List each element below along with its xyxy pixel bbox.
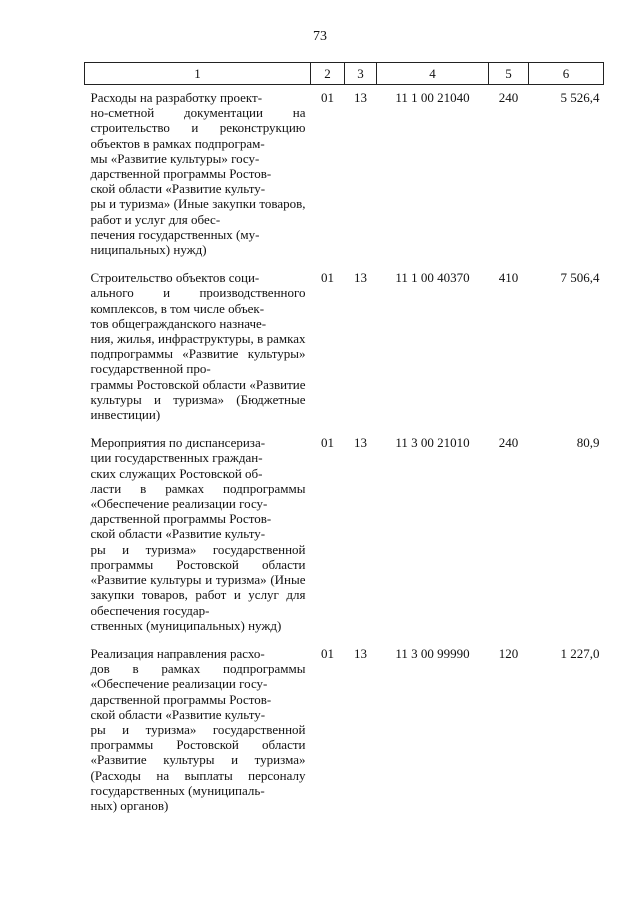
row-expense-type: 120 <box>498 645 519 661</box>
row-amount: 1 227,0 <box>560 645 600 661</box>
row-amount: 7 506,4 <box>560 270 600 286</box>
row-target-article: 11 1 00 40370 <box>395 270 470 286</box>
row-target-article: 11 3 00 21010 <box>395 435 470 451</box>
row-target-article: 11 1 00 21040 <box>395 90 470 105</box>
row-expense-type: 240 <box>498 90 519 105</box>
row-section: 01 <box>321 270 334 286</box>
header-col-6: 6 <box>529 63 604 85</box>
table-row <box>85 430 604 641</box>
header-col-4: 4 <box>377 63 489 85</box>
row-section: 01 <box>321 90 334 105</box>
budget-table <box>84 62 604 821</box>
row-subsection: 13 <box>354 90 367 105</box>
row-amount: 5 526,4 <box>560 90 600 105</box>
row-description: Строительство объектов соци- ального и производственного комплексов, в том числе объек- тов общегражданского назначе- ния, жилья, инфраструктуры, в рамках подпрограммы «Развитие культуры» государственной про- граммы Ростовской области «Развитие культуры и туризма» (Бюджетные инвестиции) <box>90 270 306 423</box>
table-body <box>85 85 604 822</box>
table-row <box>85 265 604 430</box>
row-section: 01 <box>321 435 334 451</box>
row-target-article: 11 3 00 99990 <box>395 645 470 661</box>
header-col-1: 1 <box>85 63 311 85</box>
row-description: Мероприятия по диспансериза- ции государственных граждан- ских служащих Ростовской об- ласти в рамках подпрограммы «Обеспечение реализации госу- дарственной программы Ростов- ской области «Развитие культу- ры и туризма» государственной программы Ростовской области «Развитие культуры и туризма» (Иные закупки товаров, работ и услуг для обеспечения государ- ственных (муниципальных) нужд) <box>90 435 306 633</box>
row-subsection: 13 <box>354 435 367 451</box>
table-header <box>85 63 604 85</box>
header-row <box>85 63 604 85</box>
row-subsection: 13 <box>354 270 367 286</box>
table-row <box>85 641 604 821</box>
header-col-5: 5 <box>489 63 529 85</box>
row-subsection: 13 <box>354 645 367 661</box>
row-amount: 80,9 <box>576 435 600 451</box>
row-expense-type: 410 <box>498 270 519 286</box>
page-number: 73 <box>313 29 327 44</box>
row-description: Расходы на разработку проект- но-сметной документации на строительство и реконструкцию объектов в рамках подпрограм- мы «Развитие культуры» госу- дарственной программы Ростов- ской области «Развитие культу- ры и туризма» (Иные закупки товаров, работ и услуг для обес- печения государственных (му- ниципальных) нужд) <box>90 90 306 258</box>
table-row <box>85 85 604 266</box>
header-col-2: 2 <box>311 63 345 85</box>
header-col-3: 3 <box>345 63 377 85</box>
row-section: 01 <box>321 645 334 661</box>
row-description: Реализация направления расхо- дов в рамках подпрограммы «Обеспечение реализации госу- дарственной программы Ростов- ской области «Развитие культу- ры и туризма» государственной программы Ростовской области «Развитие культуры и туризма» (Расходы на выплаты персоналу государственных (муниципаль- ных) органов) <box>90 645 306 813</box>
row-expense-type: 240 <box>498 435 519 451</box>
